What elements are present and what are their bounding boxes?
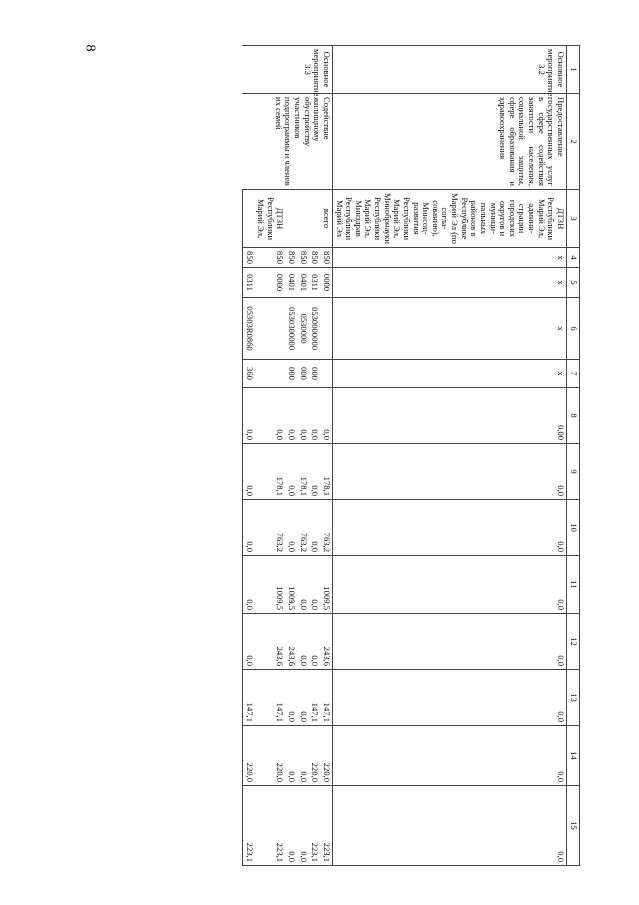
cell-csr bbox=[320, 298, 332, 360]
header-col-8: 8 bbox=[567, 388, 580, 444]
cell-value: 1009,5 bbox=[286, 556, 298, 614]
cell-value: 1009,5 bbox=[320, 556, 332, 614]
header-col-4: 4 bbox=[567, 248, 580, 268]
responsible-executor: ДТЗН Республики Марий Эл, bbox=[255, 190, 286, 248]
cell-rzpr: 0311 bbox=[243, 268, 255, 298]
cell-value: 0,0 bbox=[243, 556, 255, 614]
cell-value: 1009,5 bbox=[255, 556, 286, 614]
cell-vr: 000 bbox=[286, 360, 298, 388]
cell-grbs: 850 bbox=[243, 248, 255, 268]
cell-vr bbox=[255, 360, 286, 388]
cell-value: 0,0 bbox=[309, 500, 321, 556]
rotated-table-wrapper bbox=[110, 45, 580, 865]
header-col-5: 5 bbox=[567, 268, 580, 298]
cell-csr: 0530300000 bbox=[286, 298, 298, 360]
cell-value: 0,0 bbox=[297, 556, 309, 614]
budget-table bbox=[242, 45, 580, 866]
cell-csr: 05303R0860 bbox=[243, 298, 255, 360]
cell-vr bbox=[320, 360, 332, 388]
cell-value: 0,0 bbox=[243, 614, 255, 670]
activity-label: Основное мероприятие 3.2 bbox=[333, 46, 567, 94]
cell-csr: 0530000000 bbox=[309, 298, 321, 360]
cell-value: 0,0 bbox=[286, 500, 298, 556]
cell-csr bbox=[255, 298, 286, 360]
cell-vr: 360 bbox=[243, 360, 255, 388]
cell-value: 0,0 bbox=[297, 614, 309, 670]
cell-value: 0,0 bbox=[243, 500, 255, 556]
cell-value: 220,0 bbox=[255, 726, 286, 786]
cell-value: 147,1 bbox=[243, 670, 255, 726]
cell-value: 0,0 bbox=[297, 670, 309, 726]
cell-csr: 0530000 bbox=[297, 298, 309, 360]
cell-value: 147,1 bbox=[255, 670, 286, 726]
cell-value: 0,0 bbox=[309, 556, 321, 614]
cell-value: 0,0 bbox=[286, 786, 298, 866]
responsible-executor: всего bbox=[320, 190, 332, 248]
cell-value: 0,0 bbox=[320, 388, 332, 444]
cell-value: 0,0 bbox=[333, 726, 567, 786]
header-col-3: 3 bbox=[567, 190, 580, 248]
header-col-7: 7 bbox=[567, 360, 580, 388]
cell-value: 0,0 bbox=[309, 388, 321, 444]
cell-vr: 000 bbox=[309, 360, 321, 388]
cell-value: 0,0 bbox=[255, 388, 286, 444]
cell-vr: 000 bbox=[297, 360, 309, 388]
cell-grbs: 850 bbox=[255, 248, 286, 268]
cell-grbs: 850 bbox=[320, 248, 332, 268]
header-col-12: 12 bbox=[567, 614, 580, 670]
responsible-executor: ДТЗН Республики Марий Эл, админи-страции городских округов и муници-пальных районов в Республике Марий Эл (по согла-сованию), Минсоц-развития Республики Марий Эл, Минобрнауки Республики Марий Эл, Минздрав Республики Марий Эл bbox=[333, 190, 567, 248]
responsible-executor bbox=[309, 190, 321, 248]
cell-value: 178,1 bbox=[297, 444, 309, 500]
header-col-15: 15 bbox=[567, 786, 580, 866]
header-row bbox=[567, 46, 580, 866]
responsible-executor bbox=[243, 190, 255, 248]
cell-value: 763,2 bbox=[255, 500, 286, 556]
cell-value: 220,0 bbox=[320, 726, 332, 786]
header-col-2: 2 bbox=[567, 94, 580, 190]
cell-rzpr: 0401 bbox=[297, 268, 309, 298]
cell-value: 0,0 bbox=[333, 786, 567, 866]
cell-value: 220,0 bbox=[309, 726, 321, 786]
header-col-14: 14 bbox=[567, 726, 580, 786]
cell-value: 223,1 bbox=[320, 786, 332, 866]
cell-value: 0,0 bbox=[286, 444, 298, 500]
activity-label: Основное мероприятие 3.3 bbox=[243, 46, 333, 94]
cell-value: 178,1 bbox=[255, 444, 286, 500]
activity-description: Предоставление государственных услуг в сфере содействия занятости населения, социальной защиты, сфере образования и здравоохранения bbox=[333, 94, 567, 190]
cell-rzpr: 0401 bbox=[286, 268, 298, 298]
cell-value: 223,1 bbox=[309, 786, 321, 866]
cell-value: 763,2 bbox=[297, 500, 309, 556]
page-number: 8 bbox=[82, 44, 98, 52]
cell-value: 0,0 bbox=[286, 388, 298, 444]
header-col-6: 6 bbox=[567, 298, 580, 360]
cell-value: 220,0 bbox=[243, 726, 255, 786]
header-col-1: 1 bbox=[567, 46, 580, 94]
cell-value: 0,00 bbox=[333, 388, 567, 444]
cell-value: 0,0 bbox=[286, 670, 298, 726]
cell-value: 178,1 bbox=[320, 444, 332, 500]
cell-rzpr: 0311 bbox=[309, 268, 321, 298]
cell-value: 0,0 bbox=[309, 614, 321, 670]
cell-value: 147,1 bbox=[309, 670, 321, 726]
responsible-executor bbox=[297, 190, 309, 248]
activity-description: Содействие жилищному обустройству участников подпрограммы и членов их семей bbox=[243, 94, 333, 190]
cell-value: 243,6 bbox=[255, 614, 286, 670]
cell-value: 0,0 bbox=[333, 500, 567, 556]
cell-grbs: 850 bbox=[309, 248, 321, 268]
cell-rzpr: 0000 bbox=[320, 268, 332, 298]
cell-value: 0,0 bbox=[297, 726, 309, 786]
cell-value: 0,0 bbox=[333, 670, 567, 726]
table-row bbox=[333, 46, 567, 866]
responsible-executor bbox=[286, 190, 298, 248]
cell-vr: х bbox=[333, 360, 567, 388]
cell-value: 0,0 bbox=[333, 444, 567, 500]
cell-value: 0,0 bbox=[333, 614, 567, 670]
cell-value: 223,1 bbox=[243, 786, 255, 866]
header-col-11: 11 bbox=[567, 556, 580, 614]
cell-value: 0,0 bbox=[243, 444, 255, 500]
cell-grbs: х bbox=[333, 248, 567, 268]
table-row bbox=[320, 46, 332, 866]
cell-value: 0,0 bbox=[333, 556, 567, 614]
cell-value: 763,2 bbox=[320, 500, 332, 556]
cell-rzpr: 0000 bbox=[255, 268, 286, 298]
cell-value: 223,1 bbox=[255, 786, 286, 866]
cell-value: 0,0 bbox=[309, 444, 321, 500]
header-col-13: 13 bbox=[567, 670, 580, 726]
cell-value: 0,0 bbox=[243, 388, 255, 444]
cell-csr: х bbox=[333, 298, 567, 360]
cell-grbs: 850 bbox=[297, 248, 309, 268]
cell-value: 243,6 bbox=[286, 614, 298, 670]
cell-grbs: 850 bbox=[286, 248, 298, 268]
cell-value: 0,0 bbox=[297, 388, 309, 444]
cell-value: 243,6 bbox=[320, 614, 332, 670]
header-col-10: 10 bbox=[567, 500, 580, 556]
cell-rzpr: х bbox=[333, 268, 567, 298]
cell-value: 0,0 bbox=[297, 786, 309, 866]
header-col-9: 9 bbox=[567, 444, 580, 500]
cell-value: 0,0 bbox=[286, 726, 298, 786]
cell-value: 147,1 bbox=[320, 670, 332, 726]
